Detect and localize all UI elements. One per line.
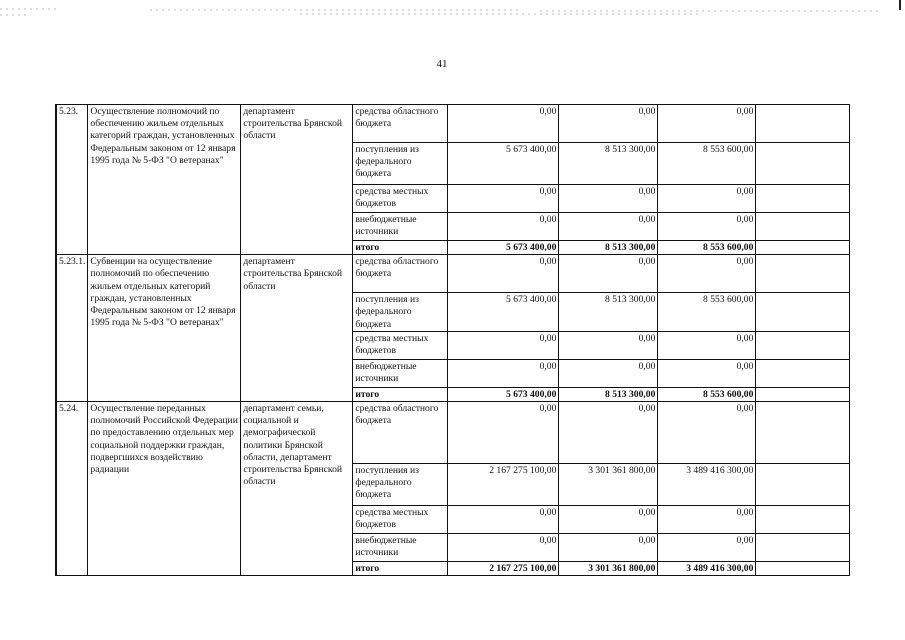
amount-year-1: 0,00 [448, 506, 559, 534]
amount-year-3: 0,00 [658, 359, 756, 387]
amount-year-2: 8 513 300,00 [559, 293, 658, 332]
executor-name: департамент строительства Брянской области [241, 105, 353, 255]
scan-artifact-top [0, 6, 905, 20]
empty-cell [756, 185, 850, 213]
amount-year-3: 0,00 [658, 331, 756, 359]
funding-source: средства областного бюджета [353, 402, 448, 464]
amount-year-1: 0,00 [448, 534, 559, 562]
funding-source: поступления из федерального бюджета [353, 464, 448, 506]
budget-table [55, 104, 850, 576]
amount-year-1: 0,00 [448, 359, 559, 387]
amount-year-3: 8 553 600,00 [658, 293, 756, 332]
amount-year-3: 0,00 [658, 105, 756, 143]
amount-year-2: 0,00 [559, 534, 658, 562]
amount-year-2: 8 513 300,00 [559, 387, 658, 401]
empty-cell [756, 241, 850, 255]
measure-name: Осуществление полномочий по обеспечению жильем отдельных категорий граждан, установленных Федеральным законом от 12 января 1995 года № 5-ФЗ "О ветеранах" [88, 105, 241, 255]
empty-cell [756, 387, 850, 401]
empty-cell [756, 464, 850, 506]
executor-name: департамент семьи, социальной и демографической политики Брянской области, департамент строительства Брянской области [241, 402, 353, 576]
executor-name: департамент строительства Брянской области [241, 255, 353, 402]
page-number: 41 [436, 58, 448, 70]
funding-source: итого [353, 241, 448, 255]
amount-year-3: 8 553 600,00 [658, 143, 756, 185]
amount-year-1: 5 673 400,00 [448, 387, 559, 401]
funding-source: средства местных бюджетов [353, 506, 448, 534]
empty-cell [756, 534, 850, 562]
amount-year-2: 8 513 300,00 [559, 241, 658, 255]
amount-year-3: 8 553 600,00 [658, 387, 756, 401]
funding-source: средства областного бюджета [353, 105, 448, 143]
funding-source: внебюджетные источники [353, 534, 448, 562]
empty-cell [756, 331, 850, 359]
empty-cell [756, 255, 850, 293]
funding-source: внебюджетные источники [353, 359, 448, 387]
amount-year-2: 0,00 [559, 213, 658, 241]
scan-edge-mark [899, 0, 901, 10]
amount-year-1: 2 167 275 100,00 [448, 464, 559, 506]
empty-cell [756, 143, 850, 185]
empty-cell [756, 402, 850, 464]
funding-source: итого [353, 562, 448, 576]
amount-year-1: 5 673 400,00 [448, 143, 559, 185]
amount-year-2: 0,00 [559, 402, 658, 464]
empty-cell [756, 506, 850, 534]
amount-year-2: 0,00 [559, 506, 658, 534]
amount-year-2: 3 301 361 800,00 [559, 562, 658, 576]
amount-year-1: 5 673 400,00 [448, 241, 559, 255]
amount-year-1: 5 673 400,00 [448, 293, 559, 332]
amount-year-2: 0,00 [559, 255, 658, 293]
row-number: 5.24. [56, 402, 88, 576]
amount-year-2: 0,00 [559, 105, 658, 143]
amount-year-3: 3 489 416 300,00 [658, 464, 756, 506]
funding-source: средства областного бюджета [353, 255, 448, 293]
amount-year-3: 0,00 [658, 402, 756, 464]
amount-year-2: 8 513 300,00 [559, 143, 658, 185]
amount-year-2: 0,00 [559, 185, 658, 213]
funding-source: внебюджетные источники [353, 213, 448, 241]
funding-source: поступления из федерального бюджета [353, 293, 448, 332]
amount-year-2: 0,00 [559, 331, 658, 359]
empty-cell [756, 562, 850, 576]
amount-year-1: 2 167 275 100,00 [448, 562, 559, 576]
row-number: 5.23. [56, 105, 88, 255]
table-row [56, 255, 850, 293]
amount-year-2: 0,00 [559, 359, 658, 387]
amount-year-1: 0,00 [448, 105, 559, 143]
empty-cell [756, 293, 850, 332]
amount-year-3: 0,00 [658, 534, 756, 562]
funding-source: средства местных бюджетов [353, 185, 448, 213]
table-row [56, 105, 850, 143]
funding-source: поступления из федерального бюджета [353, 143, 448, 185]
amount-year-3: 8 553 600,00 [658, 241, 756, 255]
amount-year-1: 0,00 [448, 185, 559, 213]
measure-name: Субвенции на осуществление полномочий по обеспечению жильем отдельных категорий граждан, установленных Федеральным законом от 12 января 1995 года № 5-ФЗ "О ветеранах" [88, 255, 241, 402]
empty-cell [756, 359, 850, 387]
table-row [56, 402, 850, 464]
amount-year-1: 0,00 [448, 331, 559, 359]
row-number: 5.23.1. [56, 255, 88, 402]
measure-name: Осуществление переданных полномочий Российской Федерации по предоставлению отдельных мер социальной поддержки граждан, подвергшихся воздействию радиации [88, 402, 241, 576]
amount-year-3: 0,00 [658, 506, 756, 534]
amount-year-3: 0,00 [658, 185, 756, 213]
empty-cell [756, 213, 850, 241]
funding-source: средства местных бюджетов [353, 331, 448, 359]
amount-year-1: 0,00 [448, 213, 559, 241]
amount-year-3: 0,00 [658, 213, 756, 241]
amount-year-3: 3 489 416 300,00 [658, 562, 756, 576]
amount-year-2: 3 301 361 800,00 [559, 464, 658, 506]
amount-year-3: 0,00 [658, 255, 756, 293]
amount-year-1: 0,00 [448, 402, 559, 464]
funding-source: итого [353, 387, 448, 401]
empty-cell [756, 105, 850, 143]
amount-year-1: 0,00 [448, 255, 559, 293]
